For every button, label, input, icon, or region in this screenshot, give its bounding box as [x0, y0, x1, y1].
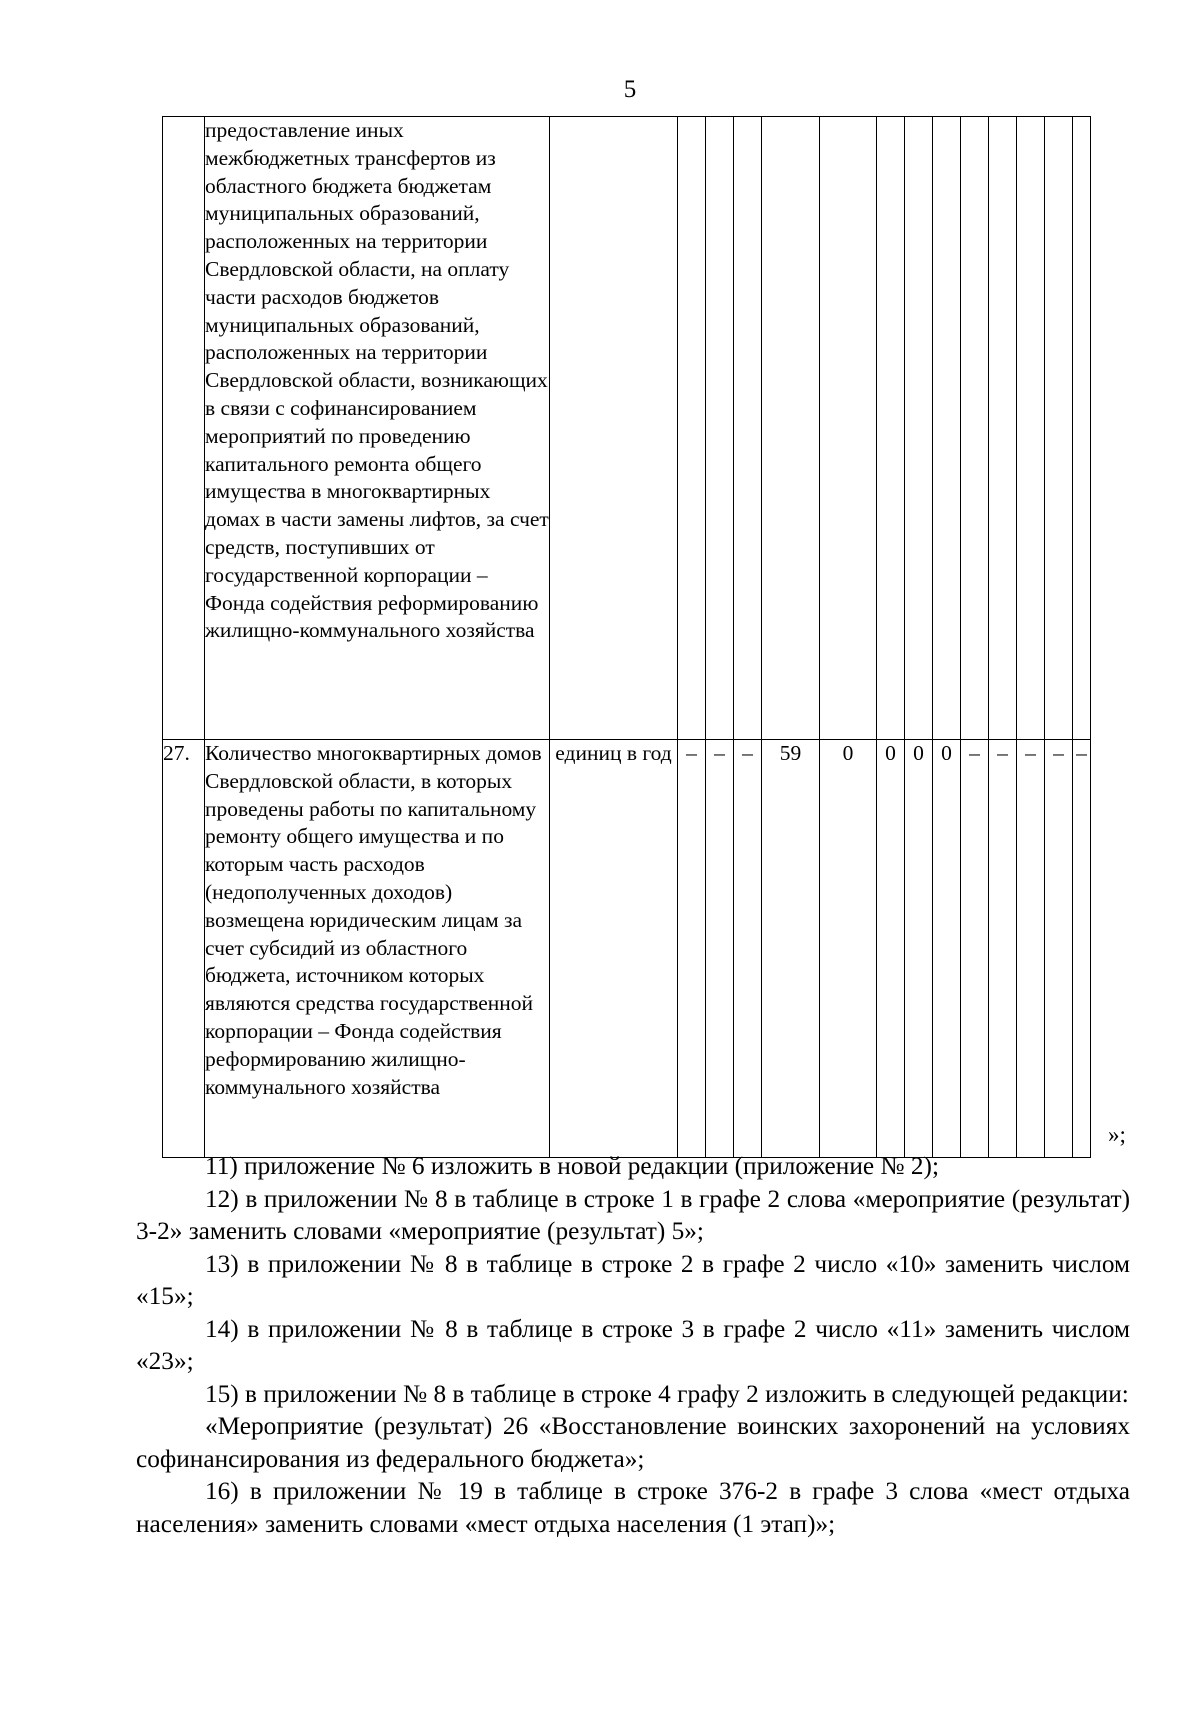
row-number: 27. [163, 740, 205, 1158]
value-cell: 0 [905, 740, 933, 1158]
paragraph: 11) приложение № 6 изложить в новой редакции (приложение № 2); [205, 1152, 939, 1180]
row-description: предоставление иных межбюджетных трансфертов из областного бюджета бюджетам муниципальных образований, расположенных на территории Свердловской области, на оплату части расходов бюджетов муниципальных образований, расположенных на территории Свердловской области, возникающих в связи с софинансированием мероприятий по проведению капитального ремонта общего имущества в многоквартирных домах в части замены лифтов, за счет средств, поступивших от государственной корпорации – Фонда содействия реформированию жилищно-коммунального хозяйства [205, 117, 550, 740]
value-cell: – [1017, 740, 1045, 1158]
indicators-table [162, 116, 1091, 1158]
paragraph: 15) в приложении № 8 в таблице в строке 4 графу 2 изложить в следующей редакции: [205, 1379, 1129, 1408]
value-cell: – [734, 740, 762, 1158]
value-cell: 0 [877, 740, 905, 1158]
row-number-cell [163, 117, 205, 740]
table-row [163, 740, 1091, 1158]
value-cell: – [678, 740, 706, 1158]
value-cell: – [989, 740, 1017, 1158]
closing-quote: »; [1108, 1122, 1126, 1147]
paragraph: 14) в приложении № 8 в таблице в строке 3 в графе 2 число «11» заменить числом «23»; [136, 1314, 1130, 1375]
value-cell: – [1073, 740, 1091, 1158]
amendments-text [136, 1150, 1130, 1540]
value-cell: – [961, 740, 989, 1158]
page-number: 5 [623, 76, 637, 103]
value-cell: 0 [933, 740, 961, 1158]
value-cell: 59 [762, 740, 820, 1158]
value-cell: – [706, 740, 734, 1158]
paragraph: 12) в приложении № 8 в таблице в строке 1 в графе 2 слова «мероприятие (результат) 3-2» заменить словами «мероприятие (результат) 5»; [136, 1184, 1130, 1245]
table-row [163, 117, 1091, 740]
value-cell: – [1045, 740, 1073, 1158]
paragraph: 16) в приложении № 19 в таблице в строке 376-2 в графе 3 слова «мест отдыха населения» заменить словами «мест отдыха населения (1 этап)»; [136, 1477, 1130, 1538]
row-unit: единиц в год [550, 740, 678, 1158]
paragraph: 13) в приложении № 8 в таблице в строке 2 в графе 2 число «10» заменить числом «15»; [136, 1249, 1130, 1310]
paragraph: «Мероприятие (результат) 26 «Восстановление воинских захоронений на условиях софинансирования из федерального бюджета»; [136, 1412, 1130, 1473]
value-cell: 0 [820, 740, 877, 1158]
row-description: Количество многоквартирных домов Свердловской области, в которых проведены работы по капитальному ремонту общего имущества и по которым часть расходов (недополученных доходов) возмещена юридическим лицам за счет субсидий из областного бюджета, источником которых являются средства государственной корпорации – Фонда содействия реформированию жилищно-коммунального хозяйства [205, 740, 550, 1158]
